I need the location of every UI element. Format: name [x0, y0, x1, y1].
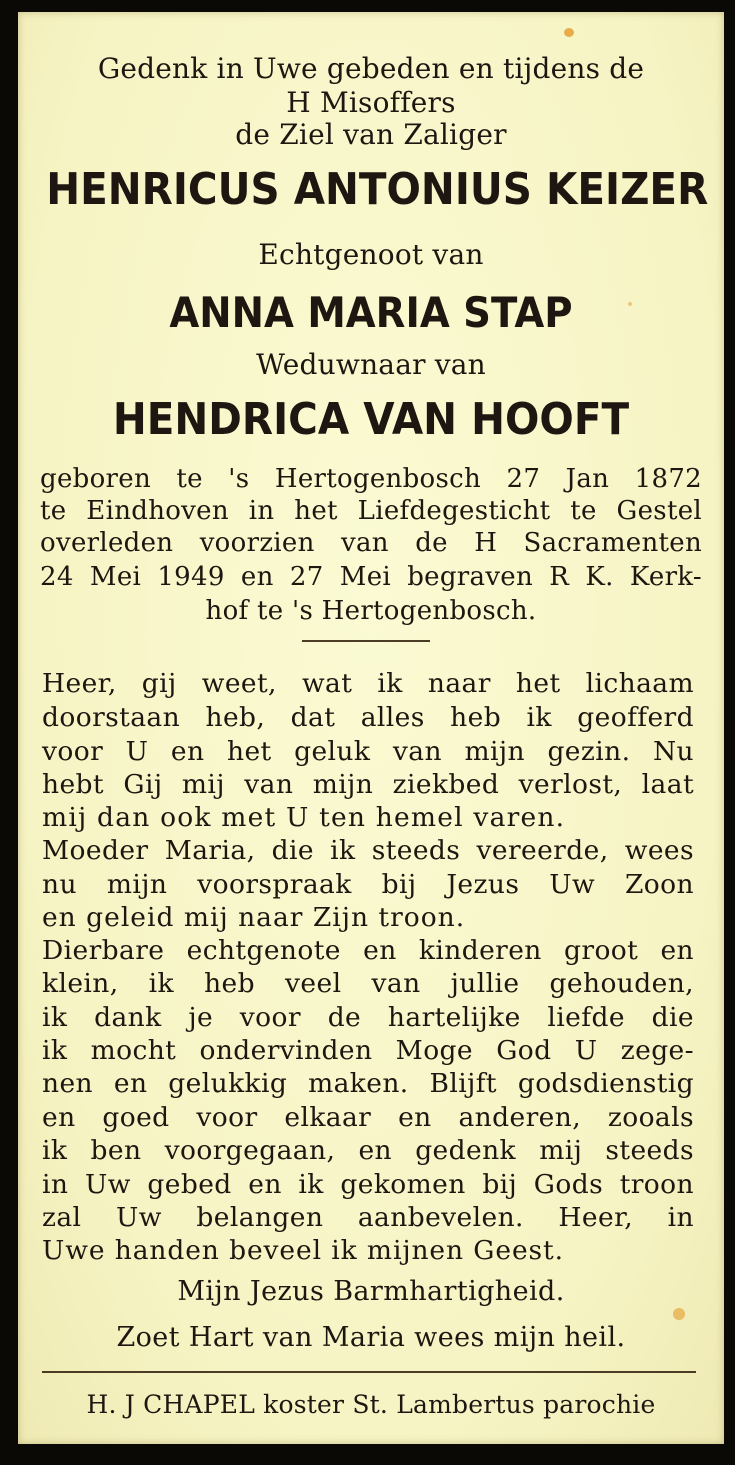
prayer-line: nu mijn voorspraak bij Jezus Uw Zoon — [42, 869, 694, 900]
prayer-line: Moeder Maria, die ik steeds vereerde, wees — [42, 835, 694, 866]
prayer-line: Heer, gij weet, wat ik naar het lichaam — [42, 668, 694, 699]
closing-line-2: Zoet Hart van Maria wees mijn heil. — [116, 1322, 626, 1353]
prayer-line: Dierbare echtgenote en kinderen groot en — [42, 935, 694, 966]
footer-rule — [42, 1371, 696, 1373]
biography-line: te Eindhoven in het Liefdegesticht te Gestel — [40, 496, 702, 526]
prayer-line: in Uw gebed en ik gekomen bij Gods troon — [42, 1169, 694, 1200]
biography-line: 24 Mei 1949 en 27 Mei begraven R K. Kerk- — [40, 562, 702, 592]
header-line-1: Gedenk in Uwe gebeden en tijdens de — [97, 52, 645, 85]
prayer-line: ik ben voorgegaan, en gedenk mij steeds — [42, 1135, 694, 1166]
prayer-line: doorstaan heb, dat alles heb ik geofferd — [42, 702, 694, 733]
prayer-line: hebt Gij mij van mijn ziekbed verlost, laat — [42, 769, 694, 800]
prayer-line: ik dank je voor de hartelijke liefde die — [42, 1002, 694, 1033]
closing-line-1: Mijn Jezus Barmhartigheid. — [177, 1276, 565, 1307]
prayer-line: en geleid mij naar Zijn troon. — [42, 902, 466, 933]
spouse-label: Echtgenoot van — [258, 238, 484, 271]
biography-line: overleden voorzien van de H Sacramenten — [40, 528, 702, 558]
prayer-line: voor U en het geluk van mijn gezin. Nu — [42, 736, 694, 767]
prayer-line: ik mocht ondervinden Moge God U zege- — [42, 1035, 694, 1066]
header-line-2: H Misoffers — [286, 86, 456, 119]
prayer-line: en goed voor elkaar en anderen, zooals — [42, 1102, 694, 1133]
biography-line: geboren te 's Hertogenbosch 27 Jan 1872 — [40, 464, 702, 494]
prayer-line: mij dan ook met U ten hemel varen. — [42, 802, 566, 833]
prayer-line: klein, ik heb veel van jullie gehouden, — [42, 968, 694, 999]
prayer-line: zal Uw belangen aanbevelen. Heer, in — [42, 1202, 694, 1233]
stain-mark — [673, 1308, 685, 1320]
printer-credit: H. J CHAPEL koster St. Lambertus parochie — [86, 1390, 656, 1419]
deceased-name: HENRICUS ANTONIUS KEIZER — [46, 164, 709, 215]
biography-line: hof te 's Hertogenbosch. — [205, 596, 537, 626]
stain-mark — [564, 28, 574, 37]
spouse-name: ANNA MARIA STAP — [169, 288, 573, 337]
divider — [302, 640, 430, 642]
widower-label: Weduwnaar van — [256, 348, 486, 381]
prayer-line: Uwe handen beveel ik mijnen Geest. — [42, 1235, 564, 1266]
memorial-card — [18, 12, 724, 1444]
prayer-line: nen en gelukkig maken. Blijft godsdienstig — [42, 1068, 694, 1099]
first-spouse-name: HENDRICA VAN HOOFT — [112, 394, 630, 445]
header-line-3: de Ziel van Zaliger — [235, 118, 507, 151]
